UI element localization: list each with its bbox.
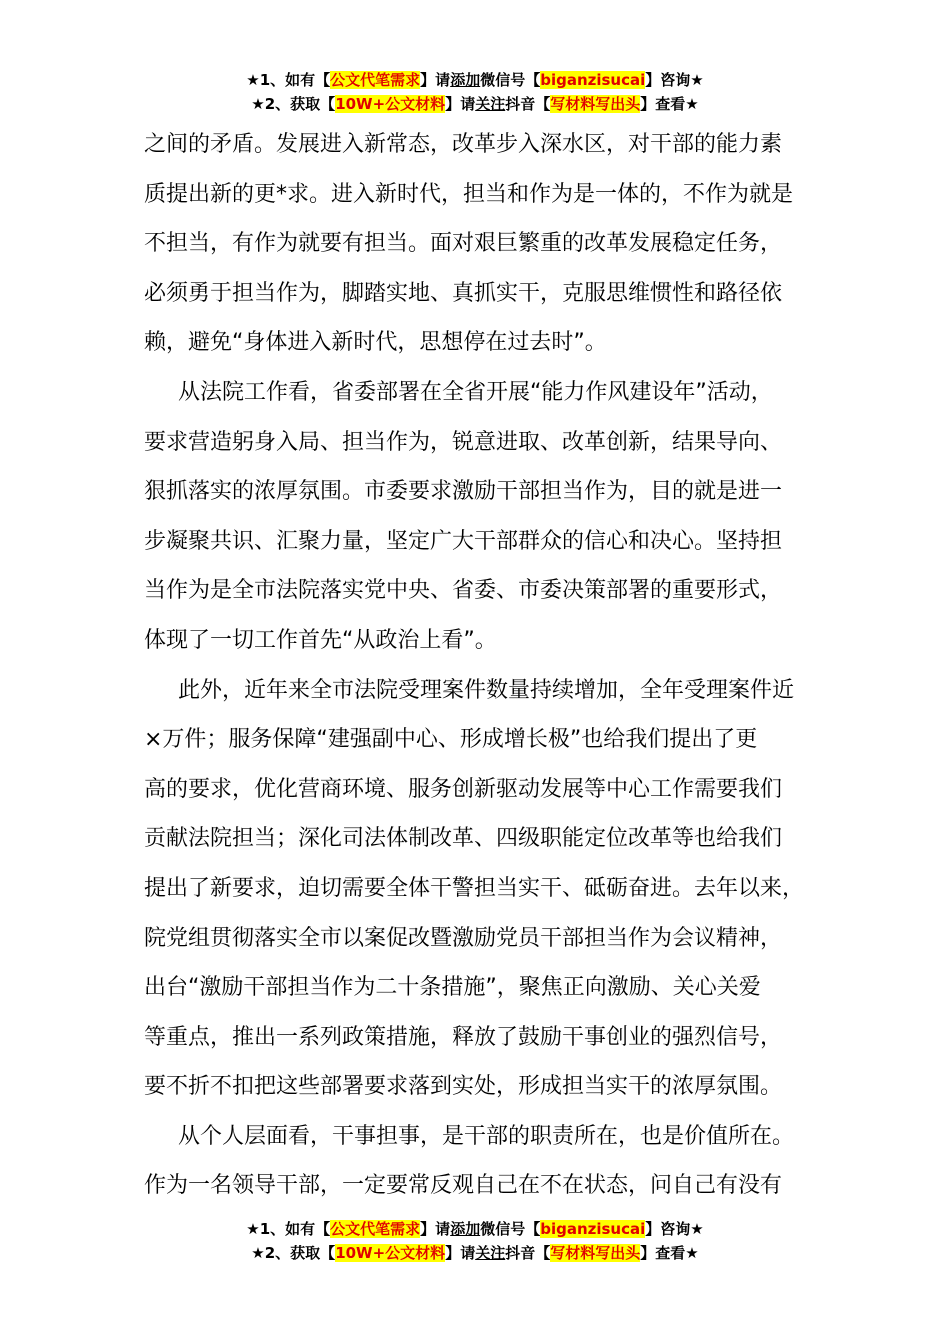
- body-line: 体现了一切工作首先“从政治上看”。: [144, 627, 497, 653]
- banner-text: 微信号【: [480, 1220, 541, 1238]
- body-line: 要不折不扣把这些部署要求落到实处，形成担当实干的浓厚氛围。: [144, 1074, 783, 1100]
- body-line: 贡献法院担当；深化司法体制改革、四级职能定位改革等也给我们: [144, 826, 783, 852]
- banner-text: 抖音【: [505, 1244, 551, 1262]
- banner-line-1: [0, 68, 950, 92]
- highlight-text: 10W+公文材料: [335, 95, 446, 113]
- body-line: 不担当，有作为就要有担当。面对艰巨繁重的改革发展稳定任务，: [144, 231, 783, 257]
- body-line: 院党组贯彻落实全市以案促改暨激励党员干部担当作为会议精神，: [144, 925, 783, 951]
- banner-text: 】请: [445, 1244, 476, 1262]
- body-line: 赖，避免“身体进入新时代，思想停在过去时”。: [144, 330, 607, 356]
- body-line: 之间的矛盾。发展进入新常态，改革步入深水区，对干部的能力素: [144, 132, 783, 157]
- wechat-id-highlight: biganzisucai: [540, 1220, 646, 1238]
- banner-text: 】咨询★: [645, 71, 704, 89]
- banner-text: ★2、获取【: [251, 95, 336, 113]
- banner-text: 】查看★: [640, 1244, 699, 1262]
- paragraph-first-line: 从个人层面看，干事担事，是干部的职责所在，也是价值所在。: [178, 1123, 795, 1149]
- banner-text: 】咨询★: [645, 1220, 704, 1238]
- footer-banner: [0, 1217, 950, 1265]
- banner-text: ★1、如有【: [246, 71, 331, 89]
- banner-text: ★2、获取【: [251, 1244, 336, 1262]
- body-line: 必须勇于担当作为，脚踏实地、真抓实干，克服思维惯性和路径依: [144, 280, 783, 306]
- highlight-text: 公文代笔需求: [330, 71, 421, 89]
- underlined-text: 添加: [450, 1220, 481, 1238]
- paragraph-first-line: 此外，近年来全市法院受理案件数量持续增加，全年受理案件近: [178, 677, 795, 703]
- body-line: 步凝聚共识、汇聚力量，坚定广大干部群众的信心和决心。坚持担: [144, 528, 783, 554]
- body-line: 当作为是全市法院落实党中央、省委、市委决策部署的重要形式，: [144, 578, 783, 604]
- douyin-id-highlight: 写材料写出头: [550, 95, 641, 113]
- body-line: 提出了新要求，迫切需要全体干警担当实干、砥砺奋进。去年以来，: [144, 875, 805, 901]
- banner-text: 抖音【: [505, 95, 551, 113]
- banner-line-2: [0, 92, 950, 116]
- body-line: 出台“激励干部担当作为二十条措施”，聚焦正向激励、关心关爱: [144, 975, 761, 1001]
- body-line: 要求营造躬身入局、担当作为，锐意进取、改革创新，结果导向、: [144, 429, 783, 455]
- highlight-text: 公文代笔需求: [330, 1220, 421, 1238]
- paragraph-first-line: 从法院工作看，省委部署在全省开展“能力作风建设年”活动，: [178, 379, 773, 405]
- wechat-id-highlight: biganzisucai: [540, 71, 646, 89]
- body-line: 质提出新的更*求。进入新时代，担当和作为是一体的，不作为就是: [144, 181, 794, 207]
- banner-line-2: [0, 1241, 950, 1265]
- banner-text: 】请: [420, 71, 451, 89]
- banner-text: 】请: [445, 95, 476, 113]
- underlined-text: 关注: [475, 95, 506, 113]
- body-line: 狠抓落实的浓厚氛围。市委要求激励干部担当作为，目的就是进一: [144, 479, 783, 505]
- banner-text: 】请: [420, 1220, 451, 1238]
- header-banner: [0, 68, 950, 116]
- body-line: 高的要求，优化营商环境、服务创新驱动发展等中心工作需要我们: [144, 776, 783, 802]
- banner-text: 】查看★: [640, 95, 699, 113]
- body-line: 等重点，推出一系列政策措施，释放了鼓励干事创业的强烈信号，: [144, 1024, 783, 1050]
- body-line: ×万件；服务保障“建强副中心、形成增长极”也给我们提出了更: [144, 727, 758, 753]
- underlined-text: 添加: [450, 71, 481, 89]
- underlined-text: 关注: [475, 1244, 506, 1262]
- douyin-id-highlight: 写材料写出头: [550, 1244, 641, 1262]
- banner-text: 微信号【: [480, 71, 541, 89]
- highlight-text: 10W+公文材料: [335, 1244, 446, 1262]
- body-line: 作为一名领导干部，一定要常反观自己在不在状态，问自己有没有: [144, 1173, 783, 1199]
- document-body: [144, 120, 834, 1211]
- banner-text: ★1、如有【: [246, 1220, 331, 1238]
- banner-line-1: [0, 1217, 950, 1241]
